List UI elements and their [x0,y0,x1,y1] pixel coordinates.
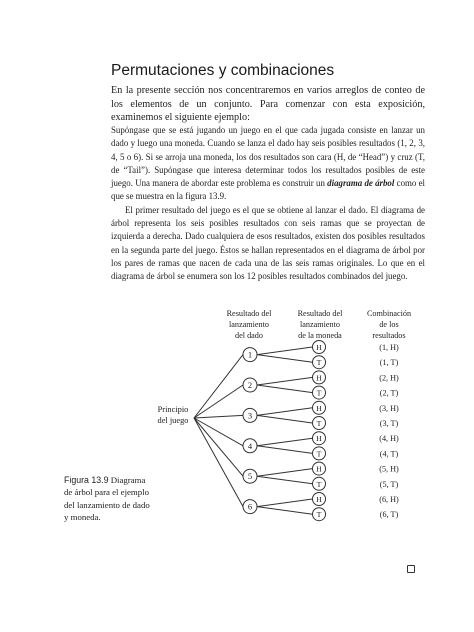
caption-label: Figura 13.9 [64,475,109,485]
branch-die-3-to-H [257,408,313,416]
root-label-line-2: del juego [157,416,189,425]
caption-text: Diagrama de árbol para el ejemplo del lanzamiento de dado y moneda. [64,475,150,523]
coin-node-3-T [313,417,326,430]
coin-node-1-H [313,341,326,354]
branch-die-1-to-H [257,347,313,355]
combination-label: (6, H) [379,495,399,504]
branch-die-1-to-T [257,355,313,363]
combination-label: (3, T) [379,419,399,428]
die-node-label: 1 [247,349,253,360]
die-node-label: 5 [247,471,253,482]
header-die-line-3: del dado [235,331,263,340]
branch-die-2-to-H [257,377,313,385]
coin-node-4-H [313,432,326,445]
header-coin-line-2: lanzamiento [299,320,341,329]
die-node-label: 2 [247,380,253,390]
coin-node-label: H [316,464,322,474]
paragraph-1-emphasis: diagrama de árbol [327,178,395,189]
header-combo-line-3: resultados [372,331,406,340]
die-node-label: 4 [247,440,253,451]
coin-node-label: H [316,495,322,504]
combination-label: (1, T) [379,358,399,368]
coin-node-1-T [313,356,326,369]
die-node-5 [243,469,257,483]
branch-root-to-die-1 [194,355,243,418]
tree-edges [194,347,313,514]
branch-die-4-to-T [257,446,313,454]
die-node-1 [243,348,257,362]
end-of-section-icon [407,565,415,573]
branch-die-3-to-T [257,415,313,423]
paragraph-1-end: como el que se muestra en la figura 13.9. [111,178,426,202]
coin-node-2-T [313,386,326,399]
die-node-3 [243,408,257,422]
coin-node-5-T [313,477,326,490]
coin-node-6-H [313,493,326,506]
coin-node-label: H [316,343,322,352]
combination-label: (6, T) [379,510,399,520]
coin-node-3-H [313,401,326,414]
tree-nodes [243,341,399,521]
header-coin-line-1: Resultado del [297,309,343,318]
paragraph-2: El primer resultado del juego es el que se obtiene al lanzar el dado. El diagrama de árbol representa los seis posibles resultados con seis ramas que se proyectan de izquierda a derecha. Dado cualquiera de esos resultados, existen dos posibles resultados en la segunda parte del juego. Éstos se hallan representados en el diagrama de árbol por los pares de ramas que nacen de cada una de las seis ramas originales. Lo que en el diagrama de árbol se enumera son los 12 posibles resultados combinados del juego. [111,204,425,282]
combination-label: (2, H) [379,373,399,383]
combination-label: (4, T) [379,449,399,459]
coin-node-label: T [316,419,322,428]
die-node-label: 6 [247,501,253,512]
combination-label: (3, H) [379,403,399,413]
die-node-2 [243,378,257,392]
die-node-label: 3 [247,410,253,421]
branch-root-to-die-6 [194,418,243,507]
header-combo-line-1: Combinación [366,309,412,318]
root-label-line-1: Principio [157,405,189,414]
coin-node-2-H [313,371,326,384]
coin-node-5-H [313,462,326,475]
combination-label: (2, T) [379,388,399,398]
die-node-4 [243,439,257,453]
branch-die-6-to-H [257,499,313,507]
coin-node-label: H [316,403,322,413]
coin-node-6-T [313,508,326,521]
branch-die-5-to-T [257,476,313,484]
combination-label: (5, H) [379,464,399,474]
combination-label: (5, T) [379,479,399,489]
coin-node-4-T [313,447,326,460]
header-die-line-1: Resultado del [226,309,272,318]
coin-node-label: T [316,358,322,368]
coin-node-label: T [316,388,322,398]
combination-label: (4, H) [379,434,399,444]
branch-root-to-die-3 [194,415,243,418]
die-node-6 [243,500,257,514]
branch-die-5-to-H [257,469,313,477]
intro-paragraph: En la presente sección nos concentraremos en varios arreglos de conteo de los elementos de un conjunto. Para comenzar con esta exposición, examinemos el siguiente ejemplo: [111,85,425,123]
branch-die-6-to-T [257,507,313,515]
header-combo-line-2: de los [379,320,399,329]
column-headers [227,309,411,340]
header-die-line-2: lanzamiento [228,320,270,329]
branch-root-to-die-2 [194,385,243,418]
header-coin-line-3: de la moneda [298,331,342,340]
branch-root-to-die-5 [194,418,243,476]
coin-node-label: T [316,449,322,459]
branch-die-4-to-H [257,438,313,446]
coin-node-label: H [316,373,322,383]
branch-die-2-to-T [257,385,313,393]
combination-label: (1, H) [379,343,399,352]
coin-node-label: T [316,479,322,489]
coin-node-label: H [316,434,322,444]
section-title: Permutaciones y combinaciones [111,62,335,79]
paragraph-1-text: Supóngase que se está jugando un juego en el que cada jugada consiste en lanzar un dado y luego una moneda. Cuando se lanza el dado hay seis posibles resultados (1, 2, 3, 4, 5 o 6). Si se arroja una moneda, los dos resultados son cara (H, de “Head”) y cruz (T, de “Tail”). Supóngase que interesa determinar todos los resultados posibles de este juego. Una manera de abordar este problema es construir un [111,125,425,189]
coin-node-label: T [316,510,322,520]
figure-caption [64,474,152,524]
